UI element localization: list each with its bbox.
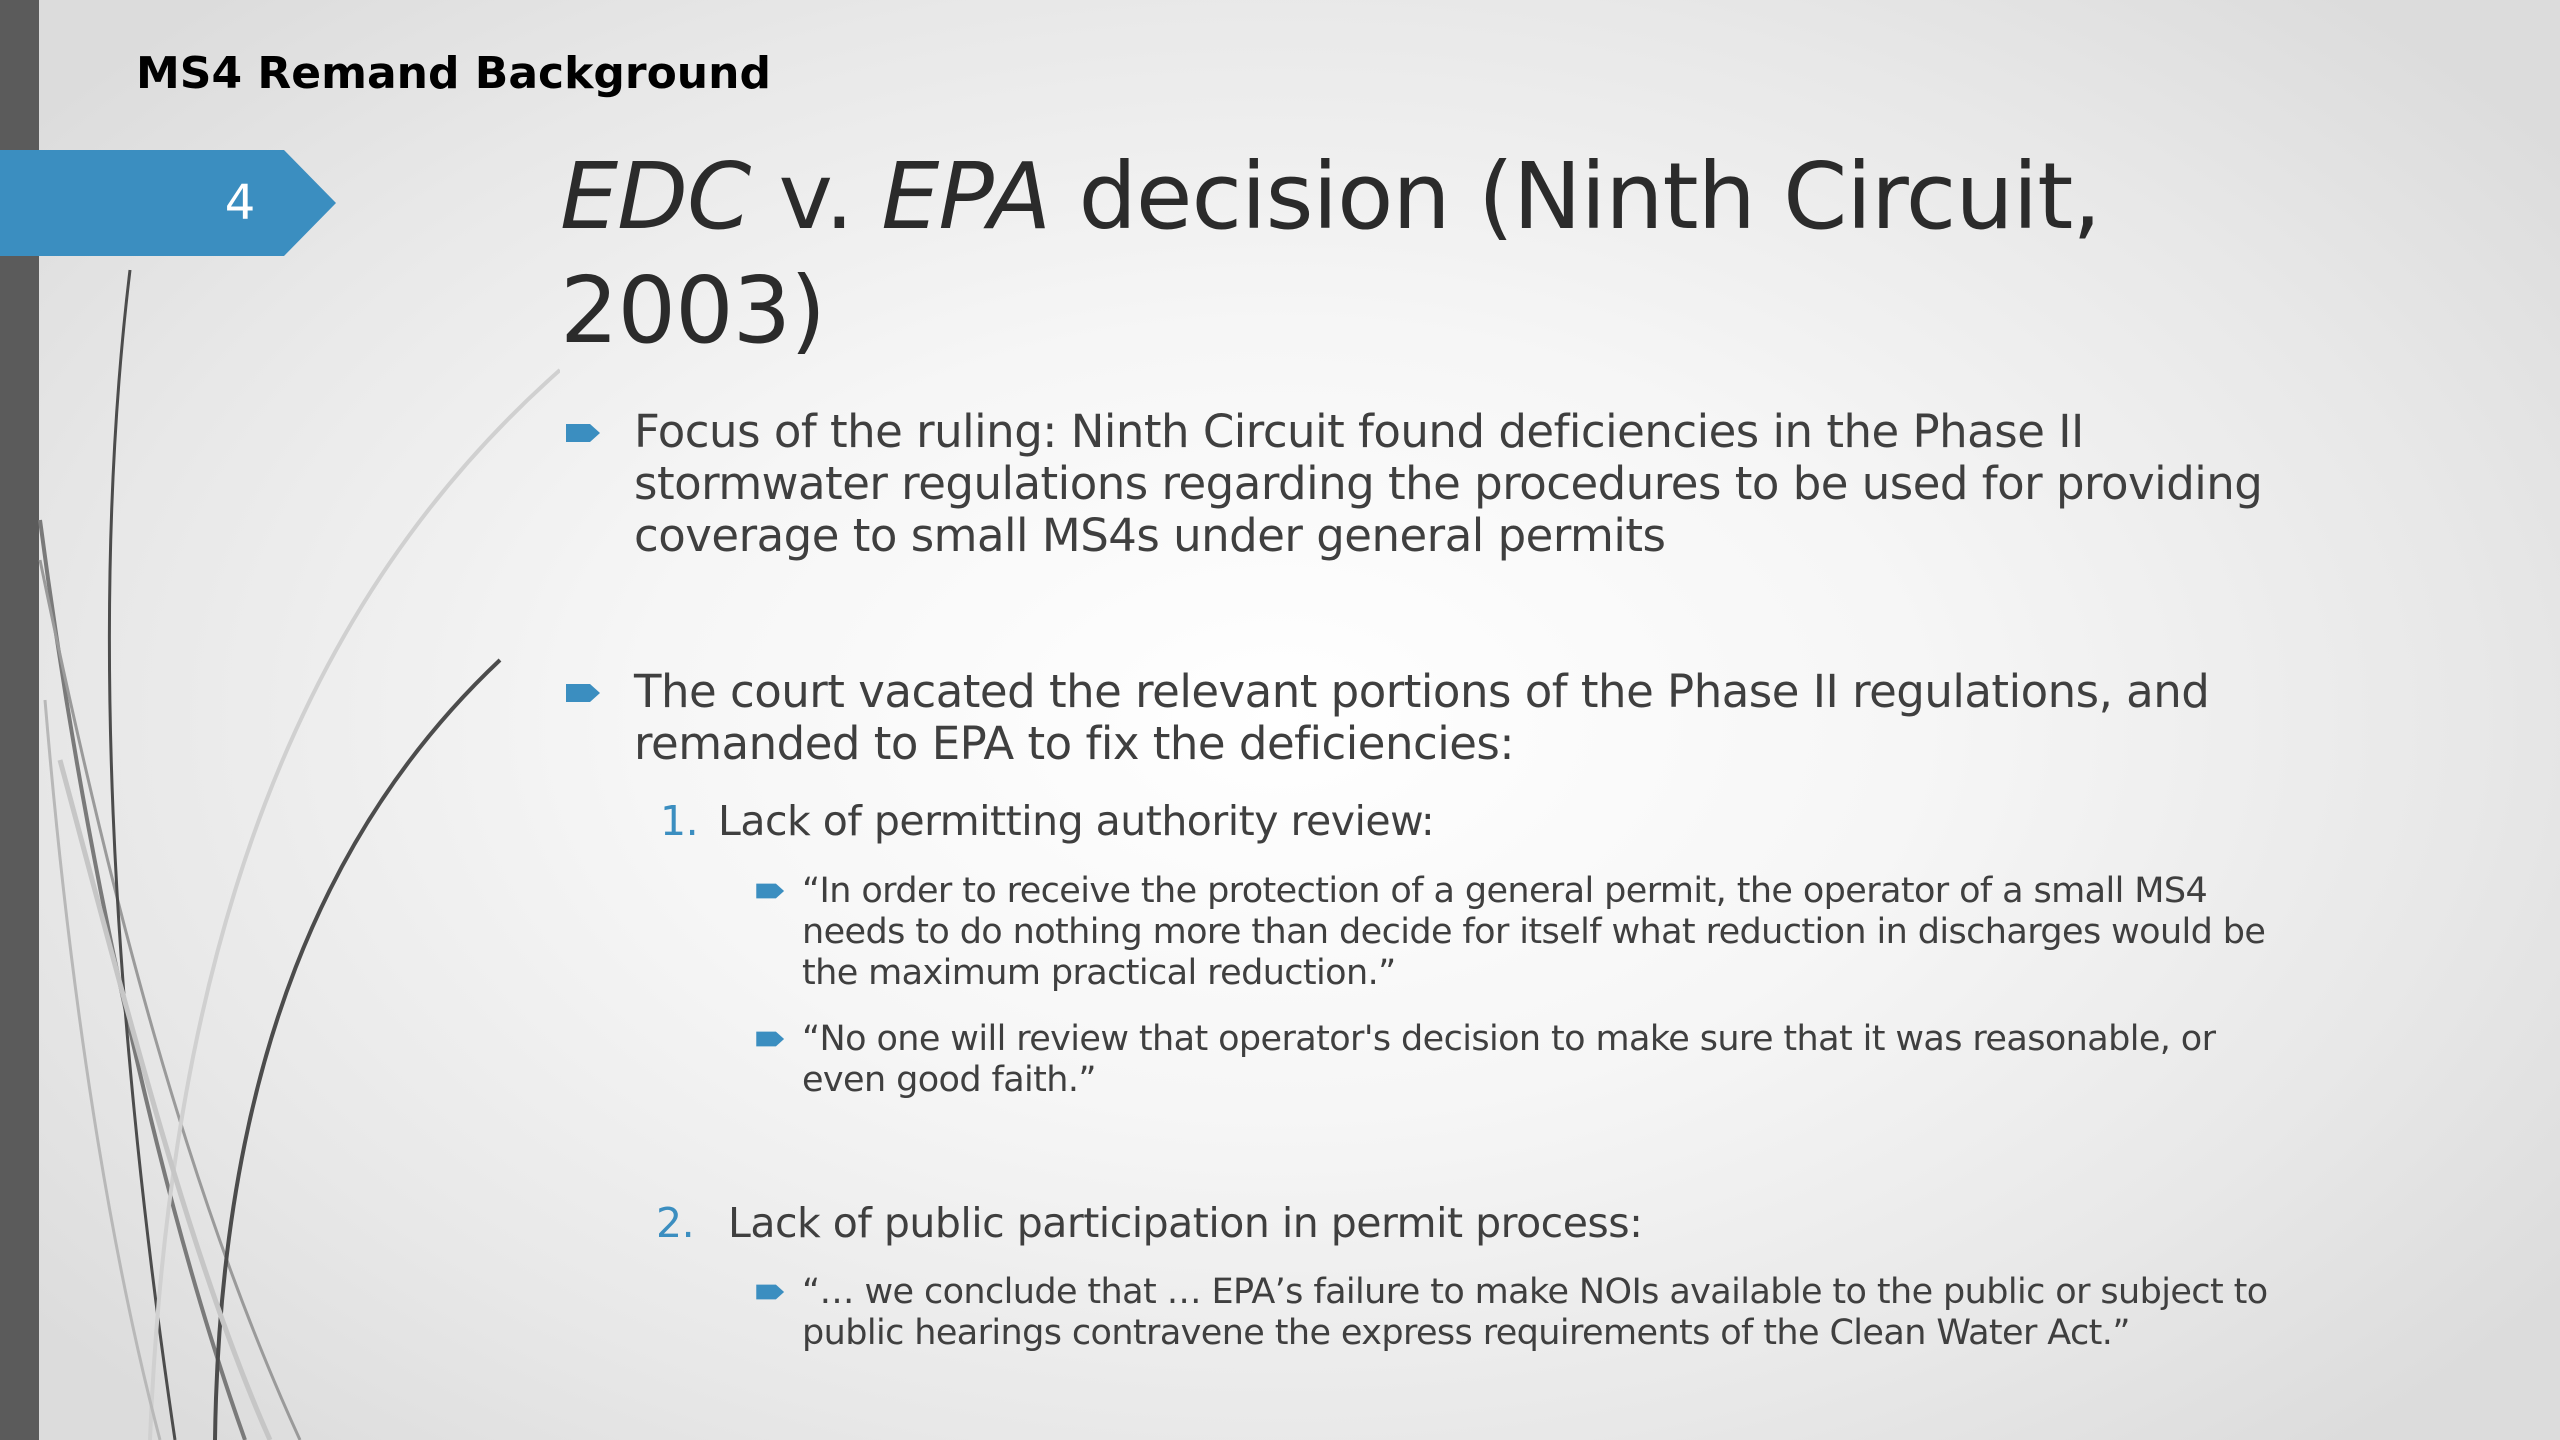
text-line: remanded to EPA to fix the deficiencies: xyxy=(634,717,1514,770)
quote-general-permit xyxy=(802,871,2265,994)
page-number: 4 xyxy=(224,175,256,231)
title-text-1: v. xyxy=(750,143,882,250)
bullet-arrow-icon xyxy=(566,682,602,704)
text-line: stormwater regulations regarding the procedures to be used for providing xyxy=(634,457,2263,510)
title-case-name-1: EDC xyxy=(560,143,751,250)
text-line: the maximum practical reduction.” xyxy=(802,953,1396,993)
section-title: MS4 Remand Background xyxy=(136,48,771,99)
quote-epa-failure-nois xyxy=(802,1272,2268,1354)
title-line-2: 2003) xyxy=(560,257,826,364)
text-line: public hearings contravene the express requirements of the Clean Water Act.” xyxy=(802,1313,2130,1353)
item-permitting-authority-review: Lack of permitting authority review: xyxy=(718,797,1435,845)
title-text-2: decision (Ninth Circuit, xyxy=(1050,143,2101,250)
bullet-arrow-icon xyxy=(756,882,786,900)
bullet-focus-of-ruling xyxy=(634,406,2262,562)
page-number-badge xyxy=(0,150,336,256)
text-line: even good faith.” xyxy=(802,1060,1096,1100)
list-number-2: 2. xyxy=(656,1199,695,1247)
text-line: “In order to receive the protection of a general permit, the operator of a small MS4 xyxy=(802,871,2208,911)
text-line: “… we conclude that … EPA’s failure to make NOIs available to the public or subject to xyxy=(802,1272,2268,1312)
text-line: needs to do nothing more than decide for itself what reduction in discharges would be xyxy=(802,912,2266,952)
list-number-1: 1. xyxy=(660,797,699,845)
item-public-participation: Lack of public participation in permit process: xyxy=(728,1199,1643,1247)
bullet-court-vacated xyxy=(634,666,2209,770)
bullet-arrow-icon xyxy=(756,1030,786,1048)
title-case-name-2: EPA xyxy=(881,143,1051,250)
text-line: “No one will review that operator's decision to make sure that it was reasonable, or xyxy=(802,1019,2216,1059)
bullet-arrow-icon xyxy=(566,422,602,444)
quote-no-one-will-review xyxy=(802,1019,2215,1101)
text-line: coverage to small MS4s under general permits xyxy=(634,509,1666,562)
text-line: The court vacated the relevant portions of the Phase II regulations, and xyxy=(634,665,2210,718)
text-line: Focus of the ruling: Ninth Circuit found deficiencies in the Phase II xyxy=(634,405,2084,458)
bullet-arrow-icon xyxy=(756,1283,786,1301)
slide-title xyxy=(560,140,2460,368)
